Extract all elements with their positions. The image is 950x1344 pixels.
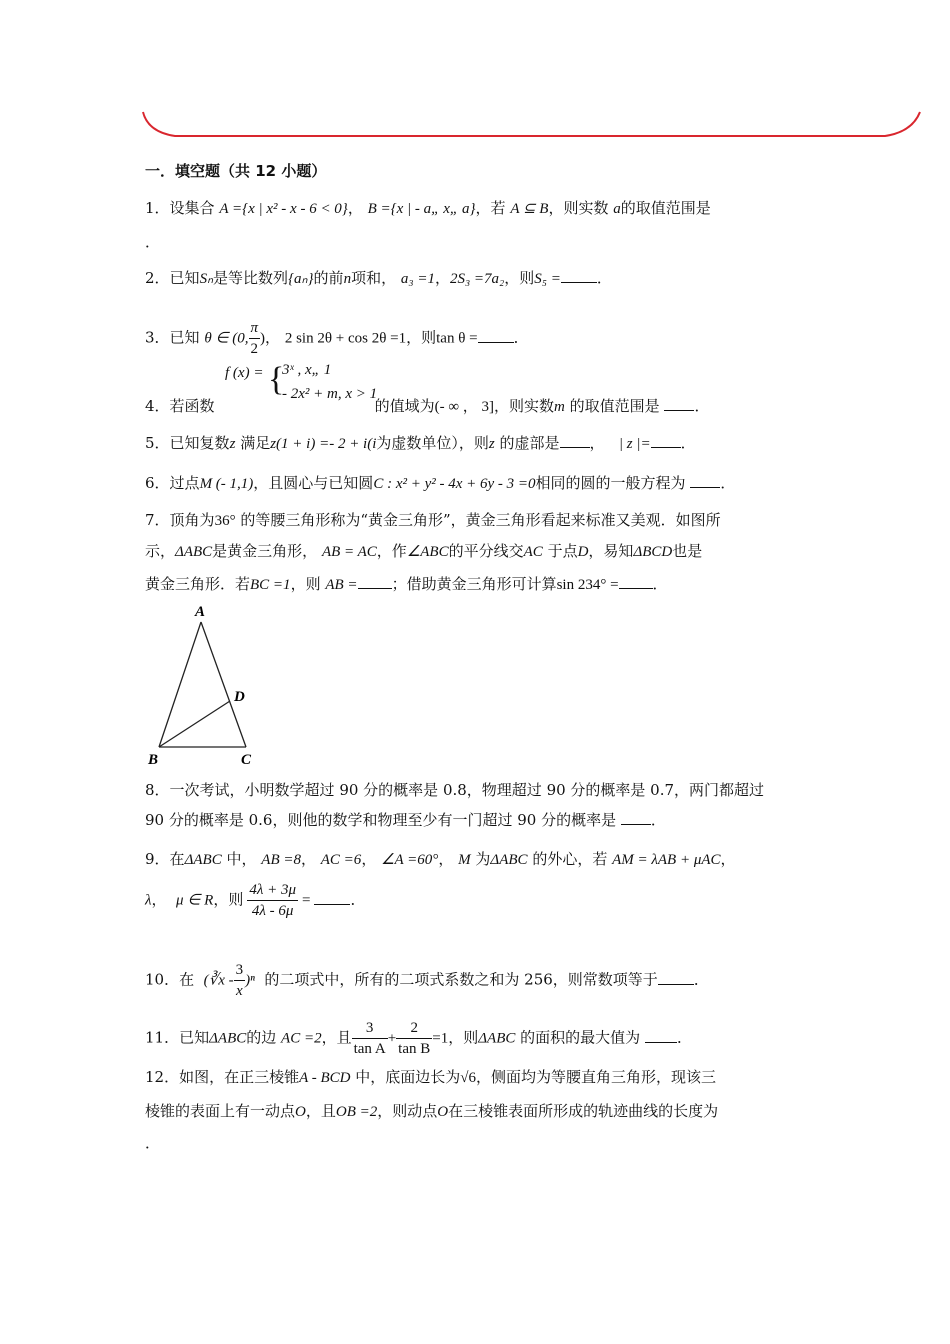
edge-ab xyxy=(159,622,201,747)
answer-blank[interactable] xyxy=(314,890,350,905)
question-7-line-3: 黄金三角形．若BC =1，则 AB = ；借助黄金三角形可计算sin 234° = ． xyxy=(145,575,668,593)
question-11: 11．已知ΔABC的边 AC =2，且 $\frac{3}{\text{tan A}}$ + $\frac{2}{\text{tan B}}$ =1，则ΔABC 的面积的最大值为 ． xyxy=(145,1020,692,1057)
answer-blank[interactable] xyxy=(358,574,392,589)
question-5: 5．已知复数z 满足z(1 + i) =- 2 + i(i为虚数单位），则z 的虚部是 ， | z |= ． xyxy=(145,434,696,452)
answer-blank[interactable] xyxy=(690,473,720,488)
question-4-cases: f (x) = xyxy=(225,365,264,381)
question-3: 3．已知 θ ∈ (0, $\frac{\pi}{2}$ )， 2 sin 2θ + cos 2θ =1，则tan θ = ． xyxy=(145,320,529,357)
answer-blank[interactable] xyxy=(664,396,694,411)
answer-blank[interactable] xyxy=(560,433,590,448)
question-1: 1．设集合 A ={x | x² - x - 6 < 0}， B ={x | - a„ x„ a}，若 A ⊆ B，则实数 a的取值范围是 xyxy=(145,199,711,217)
answer-blank[interactable] xyxy=(561,268,597,283)
question-1-end: ． xyxy=(145,233,161,251)
question-9-line-2: λ， μ ∈ R，则 $\frac{4\lambda + 3\mu}{4\lambda - 6\mu}$ = ． xyxy=(145,882,366,919)
question-2: 2．已知Sₙ是等比数列{aₙ}的前n项和， a₃ =1，2S₃ =7a₂，则S₅ = ． xyxy=(145,269,612,287)
golden-triangle-figure xyxy=(140,600,270,770)
question-10: 10．在 (∛x - $\frac{3}{x}$ )ⁿ 的二项式中，所有的二项式系数之和为 256，则常数项等于 ． xyxy=(145,962,709,999)
question-8-line-2: 90 分的概率是 0.6，则他的数学和物理至少有一门超过 90 分的概率是 ． xyxy=(145,811,666,829)
question-7-line-1: 7．顶角为36° 的等腰三角形称为“黄金三角形”，黄金三角形看起来标准又美观．如图所 xyxy=(145,511,721,529)
label-a: A xyxy=(195,604,206,620)
label-c: C xyxy=(241,752,252,768)
brace-icon: { xyxy=(268,361,285,398)
question-12-line-1: 12．如图，在正三棱锥A - BCD 中，底面边长为√6，侧面均为等腰直角三角形，现该三 xyxy=(145,1068,717,1086)
answer-blank[interactable] xyxy=(645,1028,677,1043)
section-title: 一．填空题（共 12 小题） xyxy=(145,162,327,180)
answer-blank[interactable] xyxy=(621,810,651,825)
label-d: D xyxy=(234,689,245,705)
question-8-line-1: 8．一次考试，小明数学超过 90 分的概率是 0.8，物理超过 90 分的概率是 0.7，两门都超过 xyxy=(145,781,765,799)
piecewise-function: { 3ˣ , x„ 1 - 2x² + m, x > 1 xyxy=(268,361,378,402)
answer-blank[interactable] xyxy=(658,970,694,985)
edge-ac xyxy=(201,622,246,747)
question-4: 4．若函数 的值域为(- ∞ ， 3]，则实数m 的取值范围是 ． xyxy=(145,397,710,415)
question-9-line-1: 9．在ΔABC 中， AB =8， AC =6， ∠A =60°， M 为ΔABC 的外心，若 AM = λAB + μAC， xyxy=(145,850,736,868)
edge-bd xyxy=(159,701,230,747)
label-b: B xyxy=(148,752,159,768)
header-curve-decoration xyxy=(0,0,950,150)
question-12-line-2: 棱锥的表面上有一动点O，且OB =2，则动点O在三棱锥表面所形成的轨迹曲线的长度为 xyxy=(145,1102,719,1120)
question-6: 6．过点M (- 1,1)，且圆心与已知圆C : x² + y² - 4x + 6y - 3 =0相同的圆的一般方程为 ． xyxy=(145,474,736,492)
answer-blank[interactable] xyxy=(651,433,681,448)
answer-blank[interactable] xyxy=(478,328,514,343)
question-12-end: ． xyxy=(145,1134,161,1152)
question-7-line-2: 示，ΔABC是黄金三角形， AB = AC，作∠ABC的平分线交AC 于点D，易知ΔBCD也是 xyxy=(145,542,703,560)
answer-blank[interactable] xyxy=(619,574,653,589)
